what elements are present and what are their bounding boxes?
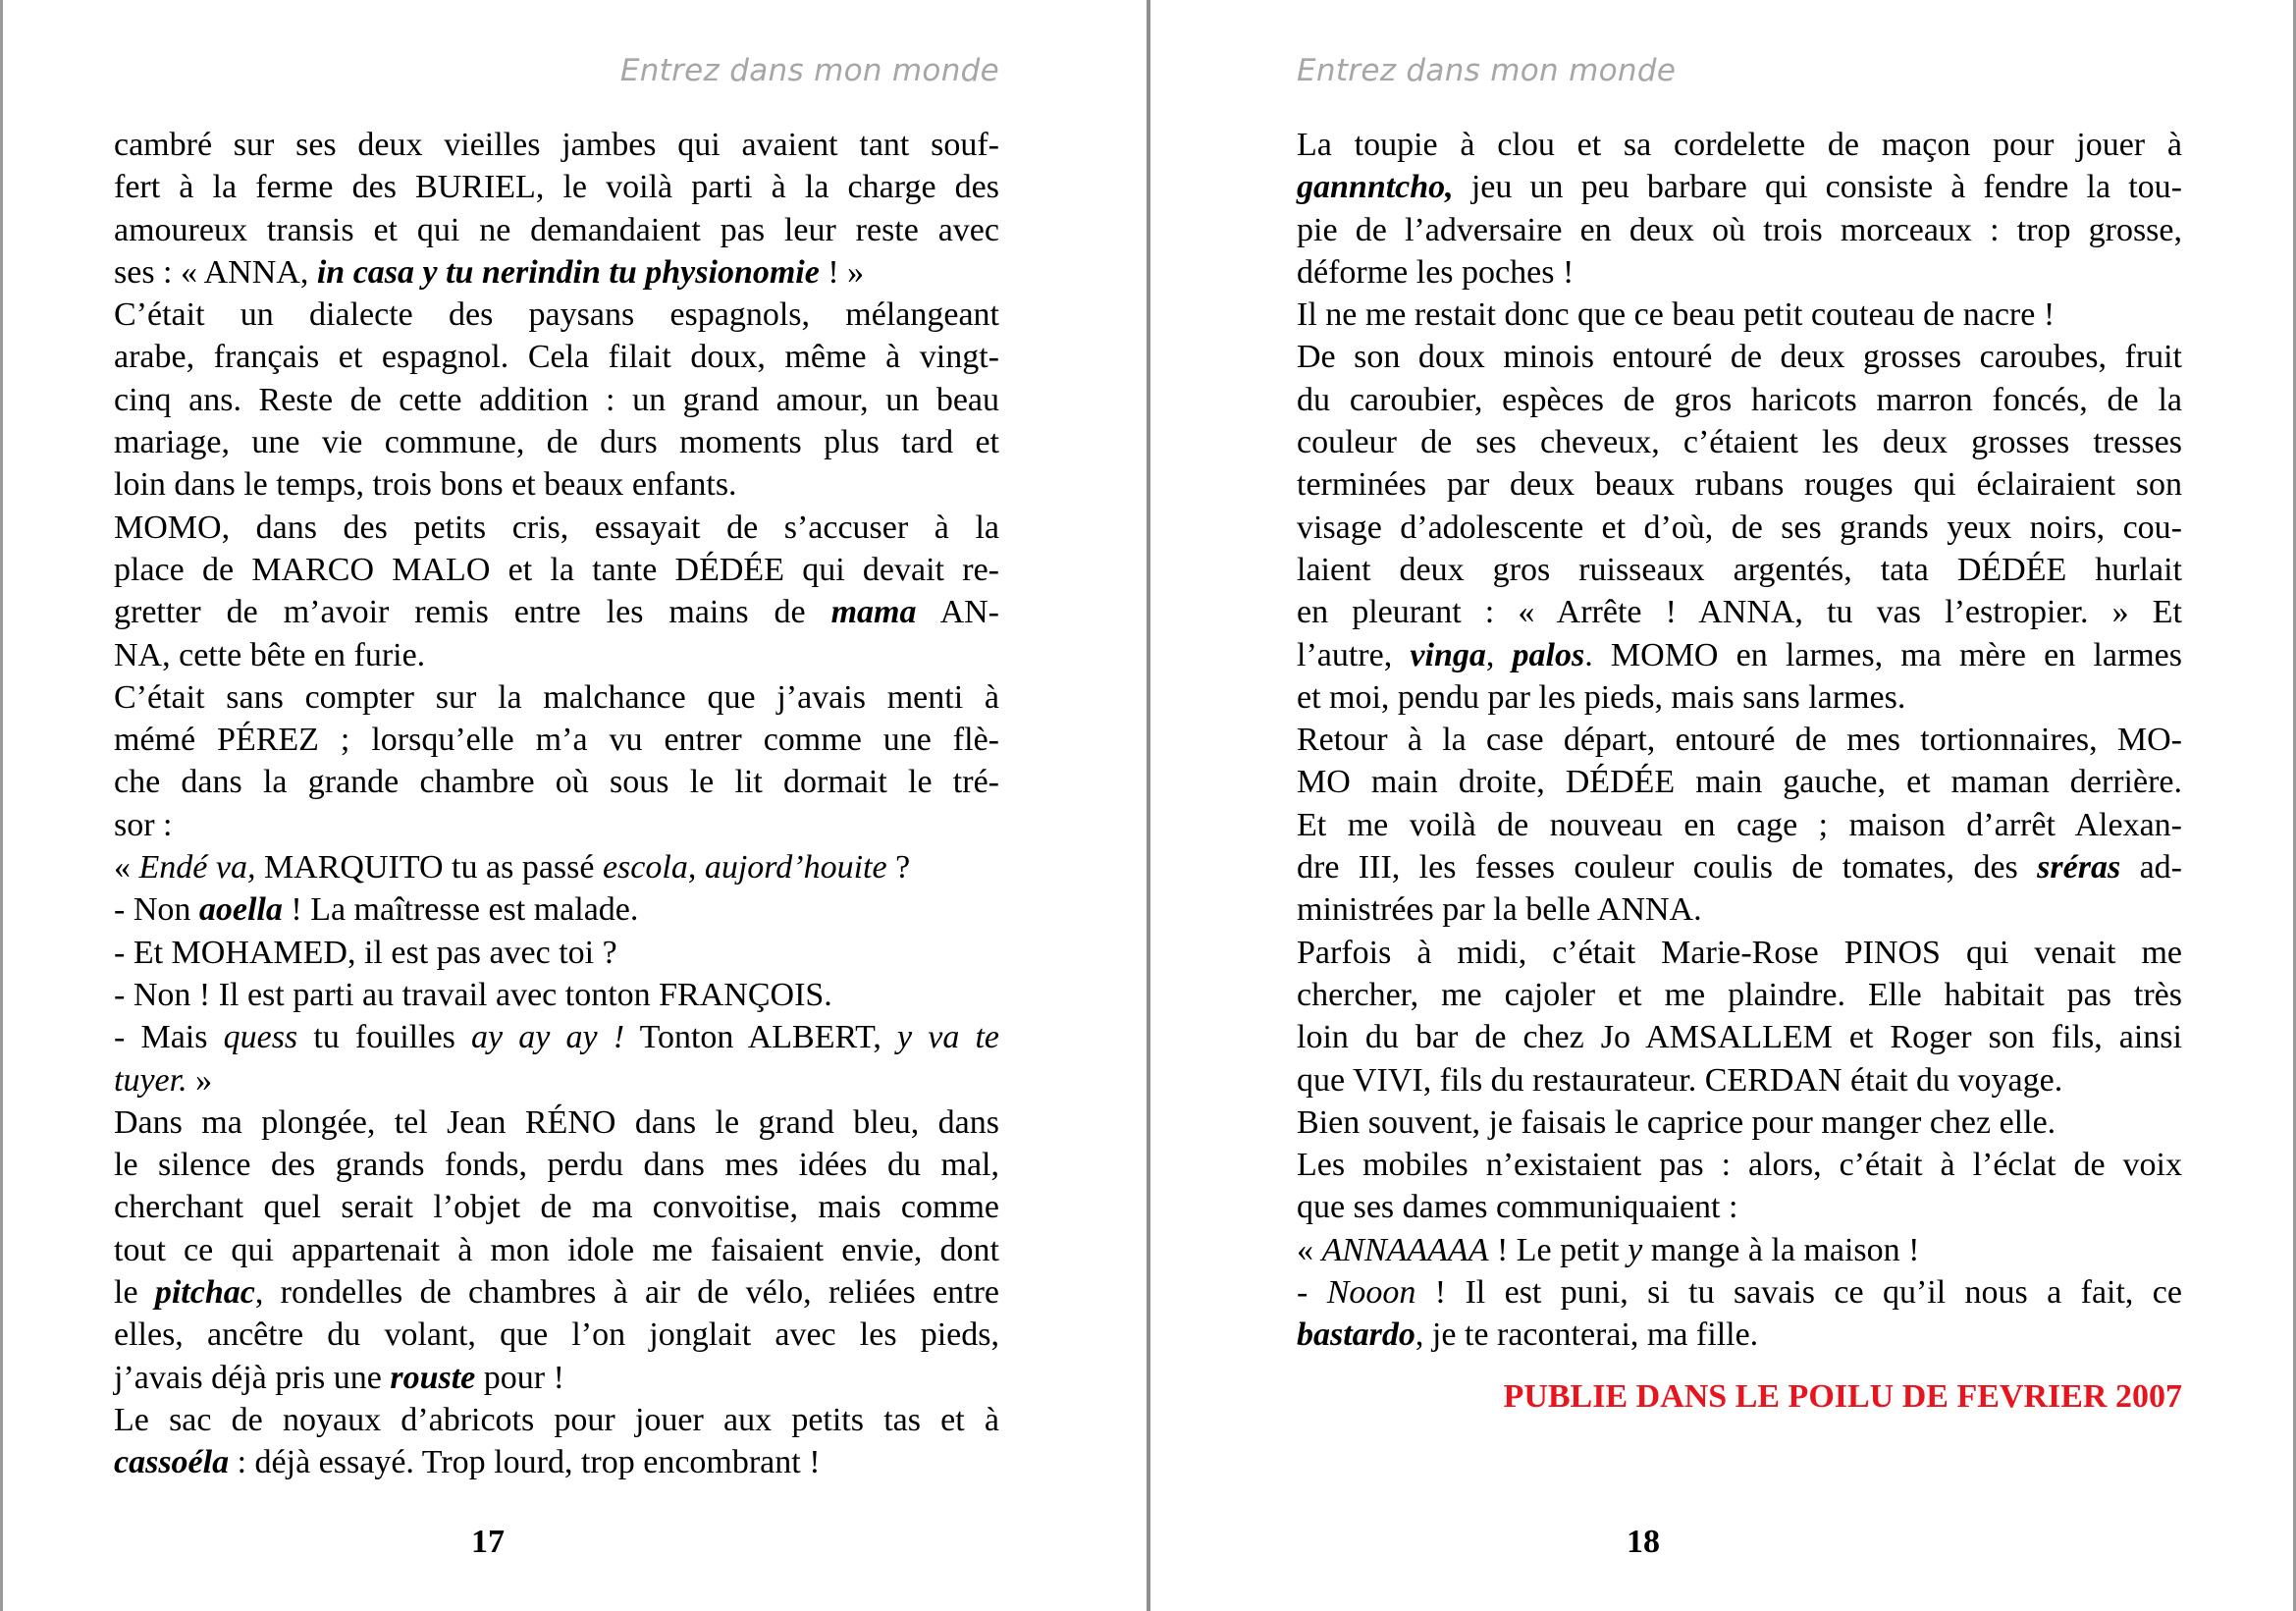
text-line xyxy=(1297,124,2182,166)
text-run: , je te raconterai, ma fille. xyxy=(1415,1316,1759,1354)
text-run: ad- xyxy=(2120,849,2182,886)
text-line xyxy=(114,1441,999,1483)
text-line xyxy=(114,421,999,463)
text-run: amoureux transis et qui ne demandaient pas leur reste avec xyxy=(114,211,999,248)
text-line xyxy=(114,209,999,251)
text-run: visage d’adolescente et d’où, de ses grands yeux noirs, cou- xyxy=(1297,509,2182,546)
text-line xyxy=(1297,804,2182,846)
text-line xyxy=(1297,463,2182,506)
text-run: j’avais déjà pris une xyxy=(114,1359,391,1396)
text-line xyxy=(114,463,999,506)
text-run: ministrées par la belle ANNA. xyxy=(1297,891,1702,929)
text-line xyxy=(1297,1229,2182,1271)
text-run: l’autre, xyxy=(1297,636,1411,673)
text-line xyxy=(114,719,999,761)
text-run: che dans la grande chambre où sous le lit dormait le tré- xyxy=(114,764,999,801)
text-run: Il ne me restait donc que ce beau petit couteau de nacre ! xyxy=(1297,296,2056,334)
text-line xyxy=(1297,932,2182,974)
text-line xyxy=(1297,634,2182,676)
text-line xyxy=(114,336,999,378)
emphasized-word: Nooon xyxy=(1326,1274,1416,1312)
text-run: elles, ancêtre du volant, que l’on jonglait avec les pieds, xyxy=(114,1316,999,1354)
text-run: cinq ans. Reste de cette addition : un grand amour, un beau xyxy=(114,381,999,418)
text-run: - Et MOHAMED, il est pas avec toi ? xyxy=(114,934,617,971)
text-line xyxy=(1297,251,2182,294)
right-page-body xyxy=(1297,124,2182,1357)
text-run: ? xyxy=(886,849,911,886)
text-run: C’était sans compter sur la malchance que j’avais menti à xyxy=(114,678,999,716)
text-run: cambré sur ses deux vieilles jambes qui avaient tant souf- xyxy=(114,127,999,163)
text-line xyxy=(1297,1186,2182,1228)
text-line xyxy=(114,846,999,888)
text-line xyxy=(114,1059,999,1101)
text-run: déforme les poches ! xyxy=(1297,253,1575,291)
text-run: - xyxy=(1297,1274,1327,1312)
emphasized-word: ANNAAAAA xyxy=(1321,1231,1489,1268)
text-run: Dans ma plongée, tel Jean RÉNO dans le grand bleu, dans xyxy=(114,1103,999,1141)
text-run: Et me voilà de nouveau en cage ; maison d’arrêt Alexan- xyxy=(1297,806,2182,843)
text-line xyxy=(1297,336,2182,378)
text-run: couleur de ses cheveux, c’étaient les deux grosses tresses xyxy=(1297,424,2182,461)
text-run: NA, cette bête en furie. xyxy=(114,636,426,673)
emphasized-word: tuyer. xyxy=(114,1061,187,1099)
text-run: » xyxy=(187,1061,213,1099)
emphasized-word: pitchac xyxy=(154,1274,255,1312)
page-edge-left xyxy=(0,0,3,1611)
text-line xyxy=(114,1101,999,1144)
text-line xyxy=(114,1399,999,1441)
text-run: Les mobiles n’existaient pas : alors, c’était à l’éclat de voix xyxy=(1297,1147,2182,1184)
text-line xyxy=(114,804,999,846)
running-header: Entrez dans mon monde xyxy=(619,53,999,88)
text-run: que VIVI, fils du restaurateur. CERDAN était du voyage. xyxy=(1297,1061,2063,1099)
text-run: laient deux gros ruisseaux argentés, tata DÉDÉE hurlait xyxy=(1297,551,2182,588)
text-line xyxy=(114,251,999,294)
text-line xyxy=(114,507,999,549)
text-run: mange à la maison ! xyxy=(1642,1231,1920,1268)
text-run: et moi, pendu par les pieds, mais sans larmes. xyxy=(1297,678,1906,716)
text-run: terminées par deux beaux rubans rouges qui éclairaient son xyxy=(1297,466,2182,504)
text-line xyxy=(1297,1016,2182,1058)
text-line xyxy=(1297,209,2182,251)
text-line xyxy=(1297,1059,2182,1101)
text-run: « xyxy=(114,849,139,886)
text-line xyxy=(114,1144,999,1186)
text-run: Bien souvent, je faisais le caprice pour manger chez elle. xyxy=(1297,1103,2056,1141)
text-run: ! Il est puni, si tu savais ce qu’il nous a fait, ce xyxy=(1415,1274,2182,1312)
text-run: Parfois à midi, c’était Marie-Rose PINOS qui venait me xyxy=(1297,934,2182,971)
page-gutter xyxy=(1147,0,1150,1611)
text-line xyxy=(114,676,999,719)
text-line xyxy=(114,591,999,633)
text-line xyxy=(1297,974,2182,1016)
emphasized-word: gannntcho, xyxy=(1297,169,1454,206)
text-run: MO main droite, DÉDÉE main gauche, et maman derrière. xyxy=(1297,764,2182,801)
text-run: que ses dames communiquaient : xyxy=(1297,1189,1738,1226)
text-line xyxy=(114,1016,999,1058)
text-run: . MOMO en larmes, ma mère en larmes xyxy=(1584,636,2183,673)
emphasized-word: y va te xyxy=(897,1019,1000,1056)
text-line xyxy=(1297,1144,2182,1186)
text-line xyxy=(114,1314,999,1356)
text-line xyxy=(114,761,999,803)
page-number: 18 xyxy=(1627,1524,1660,1560)
text-line xyxy=(114,124,999,166)
text-line xyxy=(1297,421,2182,463)
emphasized-word: ay ay ay ! xyxy=(471,1019,625,1056)
text-line xyxy=(114,549,999,591)
text-run: fert à la ferme des BURIEL, le voilà parti à la charge des xyxy=(114,169,999,206)
emphasized-word: escola, aujord’houite xyxy=(602,849,887,886)
text-run: ! » xyxy=(819,253,865,291)
text-run: pie de l’adversaire en deux où trois morceaux : trop grosse, xyxy=(1297,211,2182,248)
text-run: Retour à la case départ, entouré de mes tortionnaires, MO- xyxy=(1297,722,2182,759)
text-run: place de MARCO MALO et la tante DÉDÉE qui devait re- xyxy=(114,551,999,588)
text-run: : déjà essayé. Trop lourd, trop encombrant ! xyxy=(229,1444,821,1481)
text-line xyxy=(1297,379,2182,421)
emphasized-word: vinga xyxy=(1410,636,1486,673)
text-run: gretter de m’avoir remis entre les mains de xyxy=(114,594,831,631)
text-run: - Non ! Il est parti au travail avec tonton FRANÇOIS. xyxy=(114,976,832,1013)
text-run: mariage, une vie commune, de durs moments plus tard et xyxy=(114,424,999,461)
emphasized-word: y xyxy=(1628,1231,1643,1268)
text-run: dre III, les fesses couleur coulis de tomates, des xyxy=(1297,849,2038,886)
text-run: tout ce qui appartenait à mon idole me faisaient envie, dont xyxy=(114,1231,999,1268)
left-page-body xyxy=(114,124,999,1484)
text-run: « xyxy=(1297,1231,1322,1268)
text-line xyxy=(1297,719,2182,761)
text-run: - Mais xyxy=(114,1019,224,1056)
publication-note: PUBLIE DANS LE POILU DE FEVRIER 2007 xyxy=(1503,1378,2182,1415)
left-page xyxy=(114,0,999,1611)
text-line xyxy=(1297,1101,2182,1144)
text-run: sor : xyxy=(114,806,173,843)
text-run: cherchant quel serait l’objet de ma convoitise, mais comme xyxy=(114,1189,999,1226)
text-run: en pleurant : « Arrête ! ANNA, tu vas l’estropier. » Et xyxy=(1297,594,2182,631)
emphasized-word: in casa y tu nerindin tu physionomie xyxy=(316,253,820,291)
text-line xyxy=(114,888,999,931)
text-run: La toupie à clou et sa cordelette de maçon pour jouer à xyxy=(1297,127,2182,163)
text-run: ! La maîtresse est malade. xyxy=(282,891,639,929)
text-line xyxy=(114,1186,999,1228)
text-line xyxy=(1297,507,2182,549)
text-line xyxy=(114,974,999,1016)
text-line xyxy=(1297,591,2182,633)
running-header: Entrez dans mon monde xyxy=(1297,53,1677,88)
text-run: le silence des grands fonds, perdu dans mes idées du mal, xyxy=(114,1147,999,1184)
text-line xyxy=(114,634,999,676)
text-line xyxy=(1297,846,2182,888)
text-line xyxy=(114,294,999,336)
text-line xyxy=(114,932,999,974)
text-run: le xyxy=(114,1274,155,1312)
text-run: loin du bar de chez Jo AMSALLEM et Roger son fils, ainsi xyxy=(1297,1019,2182,1056)
text-line xyxy=(114,166,999,208)
text-line xyxy=(1297,1271,2182,1314)
text-run: De son doux minois entouré de deux grosses caroubes, fruit xyxy=(1297,339,2182,376)
text-run: - Non xyxy=(114,891,199,929)
text-line xyxy=(1297,166,2182,208)
text-run: pour ! xyxy=(475,1359,564,1396)
emphasized-word: sréras xyxy=(2037,849,2121,886)
text-run: arabe, français et espagnol. Cela filait doux, même à vingt- xyxy=(114,339,999,376)
text-run: chercher, me cajoler et me plaindre. Elle habitait pas très xyxy=(1297,976,2182,1013)
text-run: du caroubier, espèces de gros haricots marron foncés, de la xyxy=(1297,381,2182,418)
text-line xyxy=(114,1357,999,1399)
emphasized-word: quess xyxy=(223,1019,298,1056)
emphasized-word: palos xyxy=(1512,636,1585,673)
right-page xyxy=(1297,0,2182,1611)
text-run: tu fouilles xyxy=(297,1019,472,1056)
text-run: jeu un peu barbare qui consiste à fendre la tou- xyxy=(1453,169,2182,206)
text-run: mémé PÉREZ ; lorsqu’elle m’a vu entrer comme une flè- xyxy=(114,722,999,759)
text-run: C’était un dialecte des paysans espagnols, mélangeant xyxy=(114,296,999,334)
text-line xyxy=(1297,549,2182,591)
text-line xyxy=(114,1229,999,1271)
emphasized-word: Endé va, xyxy=(138,849,256,886)
text-run: loin dans le temps, trois bons et beaux enfants. xyxy=(114,466,737,504)
text-run: Le sac de noyaux d’abricots pour jouer aux petits tas et à xyxy=(114,1401,999,1438)
text-line xyxy=(1297,676,2182,719)
text-run: Tonton ALBERT, xyxy=(624,1019,897,1056)
text-run: AN- xyxy=(916,594,1000,631)
emphasized-word: aoella xyxy=(198,891,283,929)
text-line xyxy=(1297,888,2182,931)
text-line xyxy=(1297,294,2182,336)
text-run: ! Le petit xyxy=(1488,1231,1629,1268)
text-line xyxy=(114,1271,999,1314)
page-number: 17 xyxy=(471,1524,505,1560)
emphasized-word: rouste xyxy=(390,1359,476,1396)
text-run: MOMO, dans des petits cris, essayait de s’accuser à la xyxy=(114,509,999,546)
text-line xyxy=(1297,1314,2182,1356)
emphasized-word: bastardo xyxy=(1297,1316,1415,1354)
text-line xyxy=(114,379,999,421)
text-run: ses : « ANNA, xyxy=(114,253,317,291)
text-line xyxy=(1297,761,2182,803)
emphasized-word: mama xyxy=(830,594,917,631)
emphasized-word: cassoéla xyxy=(114,1444,230,1481)
text-run: , rondelles de chambres à air de vélo, reliées entre xyxy=(254,1274,999,1312)
text-run: , xyxy=(1485,636,1513,673)
text-run: MARQUITO tu as passé xyxy=(255,849,603,886)
